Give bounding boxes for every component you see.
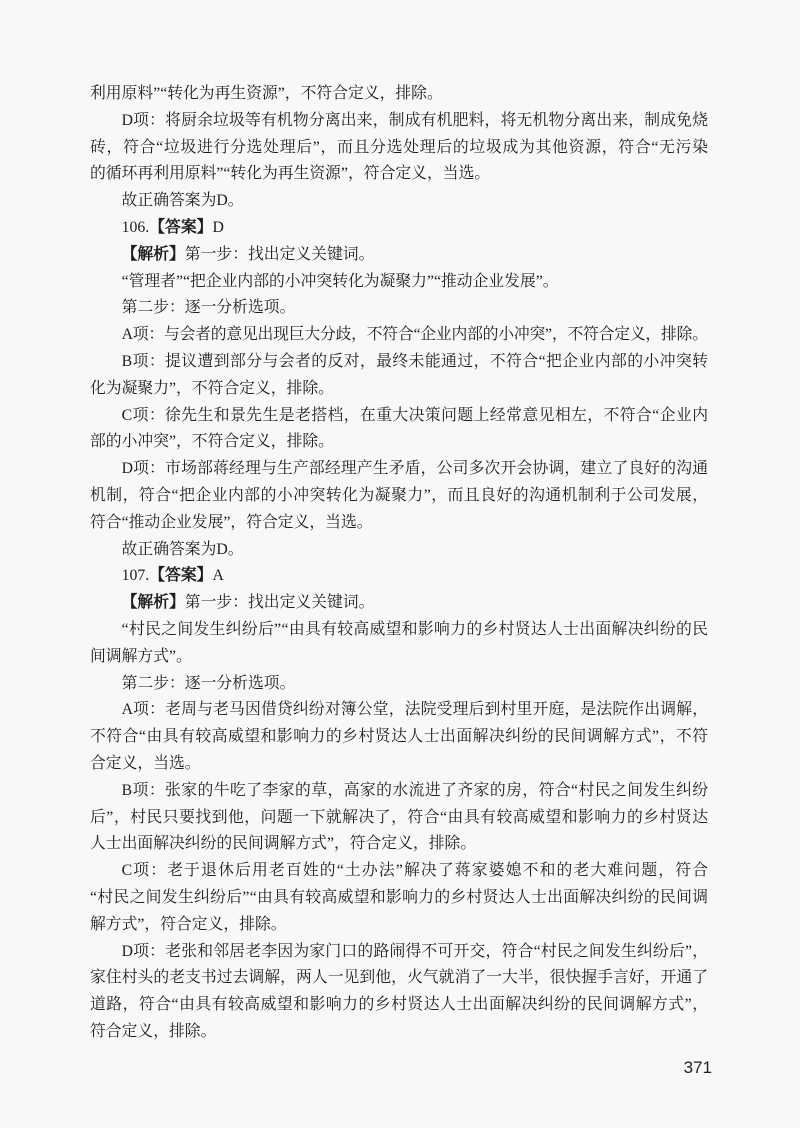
question-block [90, 215, 708, 563]
question-number: 107. [121, 567, 150, 585]
text-run: 人士出面解决纠纷的民间调解方式”，符合定义，排除。 [90, 835, 477, 853]
text-run: 故正确答案为D。 [121, 192, 244, 210]
text-run: D项：老张和邻居老李因为家门口的路闹得不可开交，符合“村民之间发生纠纷后”， [121, 942, 709, 960]
text-run: C项：徐先生和景先生是老搭档，在重大决策问题上经常意见相左，不符合“企业内 [121, 406, 709, 424]
paragraph [90, 537, 708, 564]
text-line [90, 724, 708, 751]
paragraph [90, 349, 708, 403]
text-run: D项：将厨余垃圾等有机物分离出来，制成有机肥料，将无机物分离出来，制成免烧 [121, 111, 709, 129]
text-line [90, 617, 708, 644]
answer-line [90, 563, 708, 590]
paragraph [90, 778, 708, 858]
answer-text [122, 567, 224, 584]
text-run: 砖，符合“垃圾进行分选处理后”，而且分选处理后的垃圾成为其他资源，符合“无污染 [90, 138, 709, 156]
analysis-label: 【解析】 [121, 245, 185, 263]
paragraph [90, 108, 708, 188]
text-line [90, 376, 708, 403]
text-line [90, 697, 708, 724]
text-run: 第二步：逐一分析选项。 [121, 299, 296, 317]
text-run: 部的小冲突”，不符合定义，排除。 [90, 433, 334, 451]
text-run: B项：张家的牛吃了李家的草，高家的水流进了齐家的房，符合“村民之间发生纠纷 [121, 781, 709, 799]
text-line [90, 242, 708, 269]
analysis-line [90, 242, 708, 269]
text-run: B项：提议遭到部分与会者的反对，最终未能通过，不符合“把企业内部的小冲突转 [121, 352, 709, 370]
answer-value: D [212, 218, 224, 236]
text-line [90, 537, 708, 564]
paragraph [90, 697, 708, 777]
text-line [90, 81, 708, 108]
text-run: 的循环再利用原料”“转化为再生资源”，符合定义，当选。 [90, 165, 491, 183]
text-line [90, 483, 708, 510]
text-run: 道路，符合“由具有较高威望和影响力的乡村贤达人士出面解决纠纷的民间调解方式”， [90, 996, 709, 1014]
text-line [90, 751, 708, 778]
text-line [90, 590, 708, 617]
text-line [90, 965, 708, 992]
text-run: 不符合“由具有较高威望和影响力的乡村贤达人士出面解决纠纷的民间调解方式”，不符 [90, 728, 709, 746]
paragraph [90, 322, 708, 349]
paragraph [90, 617, 708, 671]
analysis-text [122, 246, 375, 263]
text-line [90, 992, 708, 1019]
paragraph [90, 403, 708, 457]
text-run: 间调解方式”。 [90, 647, 192, 665]
question-number: 106. [121, 218, 150, 236]
text-line [90, 939, 708, 966]
page-number: 371 [683, 1058, 712, 1077]
text-run: A项：老周与老马因借贷纠纷对簿公堂，法院受理后到村里开庭，是法院作出调解， [121, 701, 709, 719]
text-line [90, 1019, 708, 1046]
text-line [90, 108, 708, 135]
text-line [90, 778, 708, 805]
text-line [90, 161, 708, 188]
text-run: D项：市场部蒋经理与生产部经理产生矛盾，公司多次开会协调，建立了良好的沟通 [121, 460, 709, 478]
text-line [90, 805, 708, 832]
text-line [90, 644, 708, 671]
text-run: 第二步：逐一分析选项。 [121, 674, 296, 692]
paragraph [90, 939, 708, 1046]
text-run: 符合“推动企业发展”，符合定义，当选。 [90, 513, 373, 531]
text-run: “管理者”“把企业内部的小冲突转化为凝聚力”“推动企业发展”。 [121, 272, 559, 290]
text-line [90, 349, 708, 376]
question-block [90, 563, 708, 1045]
paragraph [90, 269, 708, 296]
answer-value: A [212, 567, 224, 585]
analysis-intro-text: 第一步：找出定义关键词。 [184, 594, 375, 612]
analysis-intro-text: 第一步：找出定义关键词。 [184, 245, 375, 263]
analysis-text [122, 594, 375, 611]
analysis-line [90, 590, 708, 617]
text-run: “村民之间发生纠纷后”“由具有较高威望和影响力的乡村贤达人士出面解决纠纷的民间调 [90, 888, 709, 906]
text-line [90, 858, 708, 885]
carryover-section [90, 81, 708, 215]
text-line [90, 403, 708, 430]
answer-text [122, 219, 224, 236]
analysis-label: 【解析】 [121, 594, 185, 612]
paragraph [90, 671, 708, 698]
text-line [90, 322, 708, 349]
text-run: 符合定义，排除。 [90, 1022, 217, 1040]
text-run: 解方式”，符合定义，排除。 [90, 915, 287, 933]
paragraph [90, 188, 708, 215]
text-run: “村民之间发生纠纷后”“由具有较高威望和影响力的乡村贤达人士出面解决纠纷的民 [121, 620, 709, 638]
text-line [90, 510, 708, 537]
text-line [90, 429, 708, 456]
text-run: 合定义，当选。 [90, 754, 201, 772]
text-line [90, 135, 708, 162]
text-run: A项：与会者的意见出现巨大分歧，不符合“企业内部的小冲突”，不符合定义，排除。 [121, 326, 708, 344]
text-run: 后”，村民只要找到他，问题一下就解决了，符合“由具有较高威望和影响力的乡村贤达 [90, 808, 709, 826]
text-run: 利用原料”“转化为再生资源”，不符合定义，排除。 [90, 85, 443, 102]
text-line [90, 831, 708, 858]
text-line [90, 215, 708, 242]
text-run: C项：老于退休后用老百姓的“土办法”解决了蒋家婆媳不和的老大难问题，符合 [121, 862, 710, 880]
answer-line [90, 215, 708, 242]
paragraph [90, 858, 708, 938]
answer-label: 【答案】 [149, 567, 213, 585]
text-run: 机制，符合“把企业内部的小冲突转化为凝聚力”，而且良好的沟通机制利于公司发展， [90, 486, 709, 504]
text-line [90, 671, 708, 698]
paragraph [90, 295, 708, 322]
text-line [90, 188, 708, 215]
text-body [90, 81, 708, 1046]
text-line [90, 563, 708, 590]
text-run: 家住村头的老支书过去调解，两人一见到他，火气就消了一大半，很快握手言好，开通了 [90, 969, 709, 987]
text-line [90, 456, 708, 483]
text-line [90, 912, 708, 939]
answer-label: 【答案】 [149, 218, 213, 236]
paragraph [90, 81, 708, 108]
text-run: 化为凝聚力”，不符合定义，排除。 [90, 379, 334, 397]
text-run: 故正确答案为D。 [121, 540, 244, 558]
text-line [90, 885, 708, 912]
text-line [90, 269, 708, 296]
text-line [90, 295, 708, 322]
paragraph [90, 456, 708, 536]
